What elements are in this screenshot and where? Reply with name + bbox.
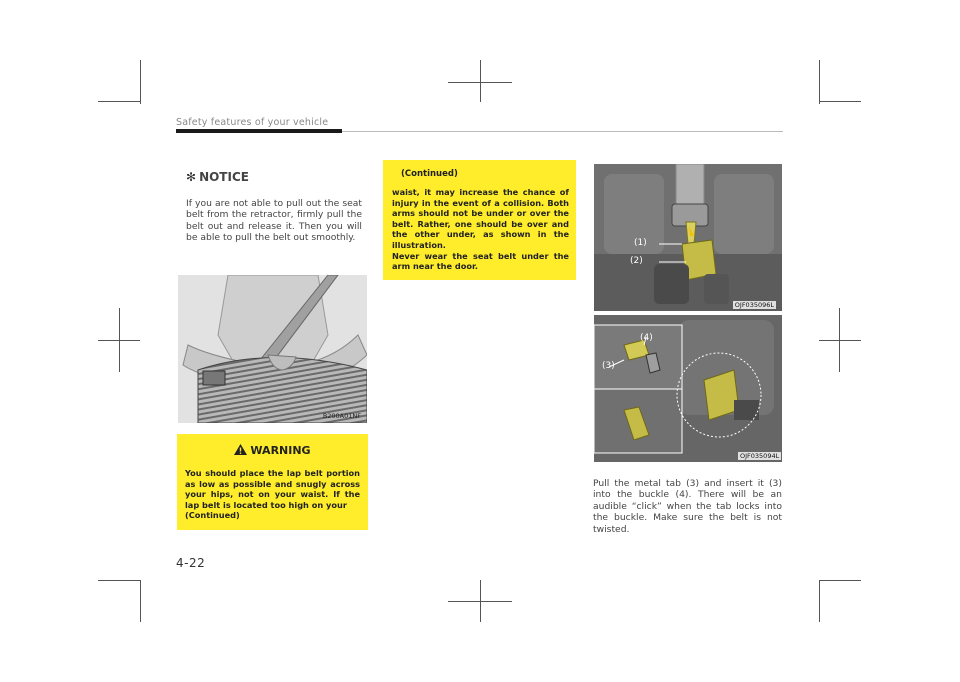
figure-code: B200A01NF [322, 412, 361, 420]
buckle-bottom-drawing [594, 315, 782, 462]
continued-text-2: Never wear the seat belt under the arm near the door. [392, 250, 569, 272]
notice-text: If you are not able to pull out the seat belt from the retractor, firmly pull the belt out and release it. Then you will be able to pull the belt out smoothly. [186, 198, 362, 244]
lap-belt-drawing [178, 275, 367, 423]
notice-title: NOTICE [199, 170, 249, 184]
warning-continued: (Continued) [185, 510, 240, 521]
notice-star-icon: ✻ [186, 170, 197, 184]
callout-3: (3) [602, 361, 615, 371]
warning-box [177, 434, 368, 530]
section-title: Safety features of your vehicle [176, 117, 329, 128]
page-number: 4-22 [176, 556, 206, 570]
lap-belt-illustration [178, 275, 367, 423]
warning-title: WARNING [250, 444, 311, 457]
callout-4: (4) [640, 333, 653, 343]
header-rule [342, 131, 783, 132]
callout-2: (2) [630, 256, 643, 266]
buckle-photo-top [594, 164, 782, 311]
warning-text-block [185, 468, 360, 521]
notice-heading [186, 170, 249, 184]
warning-triangle-icon [234, 444, 247, 455]
figure-code-bottom: OJF035094L [740, 452, 780, 460]
header-bar [176, 129, 342, 133]
continued-heading: (Continued) [401, 169, 458, 179]
continued-warning-box [383, 160, 576, 280]
buckle-top-drawing [594, 164, 782, 311]
figure-code-top: OJF035096L [734, 301, 774, 309]
buckle-photo-bottom [594, 315, 782, 462]
instruction-text: Pull the metal tab (3) and insert it (3) into the buckle (4). There will be an audible “click” when the tab locks into the buckle. Make sure the belt is not twisted. [593, 478, 782, 535]
continued-text-block [392, 187, 569, 272]
callout-1: (1) [634, 238, 647, 248]
continued-text: waist, it may increase the chance of injury in the event of a collision. Both arms should not be under or over the belt. Rather, one should be over and the other under, as shown in the illustration. [392, 187, 569, 250]
warning-heading [177, 444, 368, 457]
warning-text: You should place the lap belt portion as low as possible and snugly across your hips, not on your waist. If the lap belt is located too high on your [185, 468, 360, 510]
